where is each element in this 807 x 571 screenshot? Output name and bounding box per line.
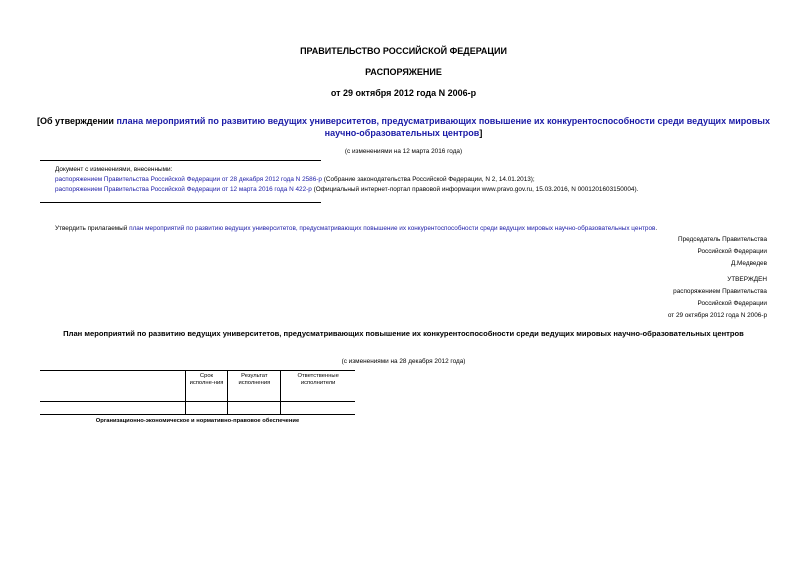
- table-section-row: [40, 415, 355, 428]
- body-prefix: Утвердить прилагаемый: [55, 225, 130, 232]
- amendment-source: (Официальный интернет-портал правовой информации www.pravo.gov.ru, 15.03.2016, N 0001201603150004).: [311, 186, 639, 193]
- plan-revision-note: (с изменениями на 28 декабря 2012 года): [341, 358, 466, 365]
- table-row: [40, 402, 355, 415]
- title-suffix: ]: [479, 128, 483, 138]
- document-title: [30, 115, 777, 139]
- amendment-item: [55, 176, 775, 184]
- plan-title: План мероприятий по развитию ведущих университетов, предусматривающих повышение их конкурентоспособности среди ведущих мировых научно-образовательных центров: [63, 329, 744, 338]
- approval-sentence: [55, 225, 775, 233]
- section-heading: Организационно-экономическое и нормативно-правовое обеспечение: [40, 415, 355, 428]
- approval-block: [668, 274, 767, 322]
- document-date-number: от 29 октября 2012 года N 2006-р: [330, 88, 477, 98]
- title-plan-link[interactable]: плана мероприятий по развитию ведущих университетов, предусматривающих повышение их конкурентоспособности среди ведущих мировых научно-образовательных центров: [116, 116, 771, 138]
- column-header-deadline: Срок исполне-ния: [185, 371, 228, 402]
- amendments-heading: Документ с изменениями, внесенными:: [55, 166, 173, 173]
- table-header-row: [40, 371, 355, 402]
- revision-note: (с изменениями на 12 марта 2016 года): [344, 148, 463, 155]
- plan-table: [40, 370, 355, 427]
- amendment-link-2586[interactable]: распоряжением Правительства Российской Федерации от 28 декабря 2012 года N 2586-р: [55, 176, 322, 183]
- amendment-link-422[interactable]: распоряжением Правительства Российской Федерации от 12 марта 2016 года N 422-р: [55, 186, 312, 193]
- body-suffix: .: [655, 225, 658, 232]
- amendment-item: [55, 186, 775, 194]
- amendments-top-divider: [40, 160, 321, 161]
- body-plan-link[interactable]: план мероприятий по развитию ведущих университетов, предусматривающих повышение их конкурентоспособности среди ведущих мировых научно-образовательных центров: [129, 225, 656, 232]
- title-prefix: [Об утверждении: [36, 116, 117, 126]
- amendments-block: [55, 166, 775, 194]
- approval-country: Российской Федерации: [697, 300, 767, 307]
- amendment-source: (Собрание законодательства Российской Федерации, N 2, 14.01.2013);: [321, 176, 535, 183]
- amendments-bottom-divider: [40, 202, 321, 203]
- document-type: РАСПОРЯЖЕНИЕ: [365, 67, 442, 77]
- signature-position: Председатель Правительства: [678, 236, 767, 243]
- government-heading: ПРАВИТЕЛЬСТВО РОССИЙСКОЙ ФЕДЕРАЦИИ: [300, 46, 507, 56]
- signature-block: [678, 234, 767, 270]
- signature-country: Российской Федерации: [697, 248, 767, 255]
- approval-date: от 29 октября 2012 года N 2006-р: [667, 312, 767, 319]
- signature-name: Д.Медведев: [730, 260, 767, 267]
- approval-by: распоряжением Правительства: [673, 288, 767, 295]
- column-header-responsible: Ответственные исполнители: [281, 371, 355, 402]
- approval-label: УТВЕРЖДЕН: [727, 276, 767, 283]
- column-header-result: Результат исполнения: [228, 371, 281, 402]
- column-header-measure: [40, 371, 185, 402]
